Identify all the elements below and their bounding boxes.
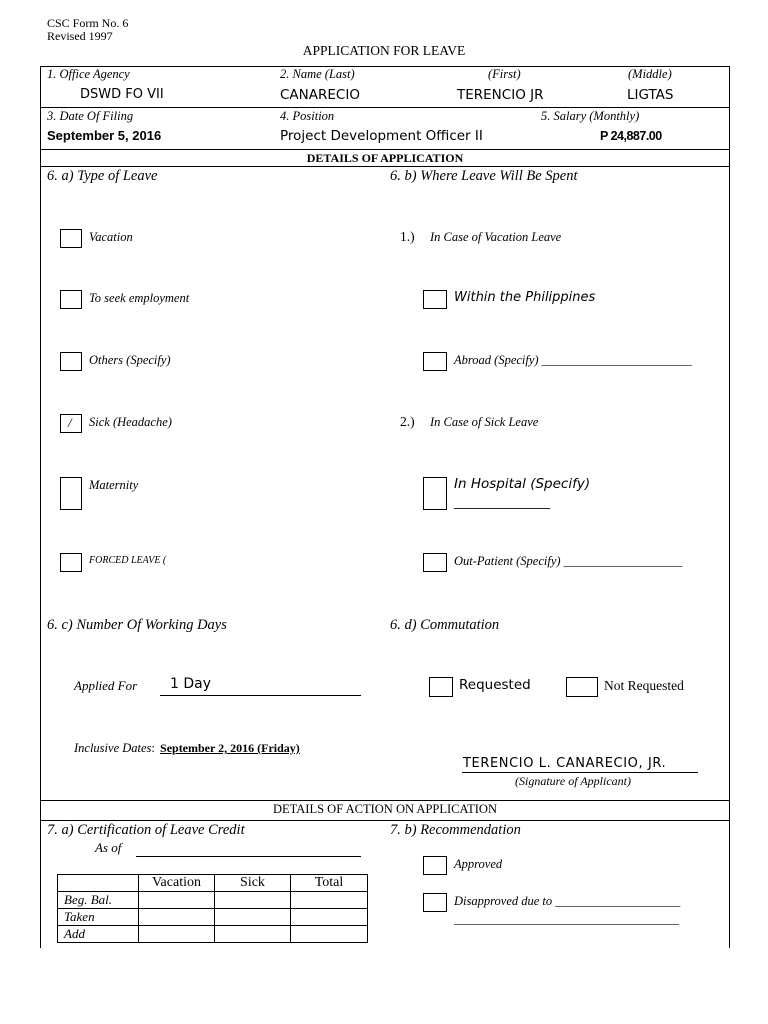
table-cell[interactable] [291, 926, 368, 943]
salary-label: 5. Salary (Monthly) [541, 109, 640, 123]
others-checkbox[interactable] [60, 352, 82, 371]
form-title: APPLICATION FOR LEAVE [302, 43, 466, 58]
row-divider-3 [40, 166, 730, 167]
requested-label: Requested [459, 677, 531, 693]
signature-underline [462, 772, 698, 773]
applied-for-label: Applied For [74, 678, 138, 693]
forced-leave-label: FORCED LEAVE ( [89, 555, 167, 566]
vacation-label: Vacation [89, 230, 133, 244]
inclusive-dates-value[interactable]: September 2, 2016 (Friday) [160, 741, 300, 755]
leave-credit-heading: 7. a) Certification of Leave Credit [47, 822, 245, 838]
maternity-checkbox[interactable] [60, 477, 82, 510]
table-cell[interactable] [139, 909, 215, 926]
sick-checkbox[interactable] [60, 414, 82, 433]
salary-value[interactable]: P 24,887.00 [600, 129, 662, 143]
out-patient-checkbox[interactable] [423, 553, 447, 572]
row-label-beg-bal: Beg. Bal. [58, 892, 139, 909]
name-middle-value[interactable]: LIGTAS [627, 87, 674, 103]
row-divider-5 [40, 820, 730, 821]
recommendation-heading: 7. b) Recommendation [390, 822, 521, 838]
within-philippines-checkbox[interactable] [423, 290, 447, 309]
applied-for-underline [160, 695, 361, 696]
table-header-sick: Sick [215, 875, 291, 892]
out-patient-label: Out-Patient (Specify) ___________________ [454, 554, 683, 568]
sick-case-number: 2.) [400, 414, 415, 429]
table-row [58, 909, 368, 926]
disapproved-label: Disapproved due to ____________________ [454, 894, 681, 908]
in-hospital-line: ________________ [454, 495, 550, 509]
inclusive-dates-label: Inclusive Dates [74, 741, 152, 755]
name-first-label: (First) [488, 67, 521, 81]
position-value[interactable]: Project Development Officer II [280, 128, 483, 144]
abroad-checkbox[interactable] [423, 352, 447, 371]
disapproved-line-2: ____________________________________ [454, 912, 679, 926]
working-days-heading: 6. c) Number Of Working Days [47, 617, 227, 633]
leave-credit-table [57, 874, 368, 943]
sick-case-label: In Case of Sick Leave [430, 415, 539, 429]
position-label: 4. Position [280, 109, 335, 123]
requested-checkbox[interactable] [429, 677, 453, 697]
abroad-label: Abroad (Specify) ________________________ [454, 353, 692, 367]
vacation-case-number: 1.) [400, 229, 415, 244]
approved-checkbox[interactable] [423, 856, 447, 875]
approved-label: Approved [454, 857, 503, 871]
row-divider-4 [40, 800, 730, 801]
row-label-taken: Taken [58, 909, 139, 926]
table-cell[interactable] [139, 926, 215, 943]
table-cell[interactable] [291, 909, 368, 926]
applied-for-value[interactable]: 1 Day [170, 676, 212, 692]
forced-leave-checkbox[interactable] [60, 553, 82, 572]
where-leave-spent-heading: 6. b) Where Leave Will Be Spent [390, 168, 578, 184]
table-cell[interactable] [139, 892, 215, 909]
in-hospital-checkbox[interactable] [423, 477, 447, 510]
table-cell[interactable] [291, 892, 368, 909]
name-middle-label: (Middle) [628, 67, 672, 81]
type-of-leave-heading: 6. a) Type of Leave [47, 168, 158, 184]
table-cell[interactable] [215, 909, 291, 926]
table-header-total: Total [291, 875, 368, 892]
table-header-blank [58, 875, 139, 892]
commutation-heading: 6. d) Commutation [390, 617, 500, 633]
disapproved-checkbox[interactable] [423, 893, 447, 912]
sick-check-mark: / [68, 415, 72, 430]
maternity-label: Maternity [89, 478, 139, 492]
table-header-vacation: Vacation [139, 875, 215, 892]
table-cell[interactable] [215, 892, 291, 909]
as-of-underline[interactable] [136, 856, 361, 857]
sick-label: Sick (Headache) [89, 415, 172, 429]
table-row [58, 926, 368, 943]
in-hospital-label: In Hospital (Specify) [454, 476, 591, 492]
vacation-case-label: In Case of Vacation Leave [430, 230, 562, 244]
form-number: CSC Form No. 6 [47, 16, 129, 30]
date-of-filing-value[interactable]: September 5, 2016 [47, 128, 162, 143]
table-header-row [58, 875, 368, 892]
seek-employment-checkbox[interactable] [60, 290, 82, 309]
frame-top [40, 66, 730, 67]
office-agency-label: 1. Office Agency [47, 67, 130, 81]
date-of-filing-label: 3. Date Of Filing [47, 109, 134, 123]
form-revision: Revised 1997 [47, 29, 113, 43]
others-label: Others (Specify) [89, 353, 171, 367]
name-last-label: 2. Name (Last) [280, 67, 355, 81]
row-divider-2 [40, 149, 730, 150]
inclusive-dates-row: Inclusive Dates: September 2, 2016 (Friday) [74, 741, 300, 755]
applicant-signature-name: TERENCIO L. CANARECIO, JR. [463, 756, 667, 771]
table-row [58, 892, 368, 909]
seek-employment-label: To seek employment [89, 291, 190, 305]
action-heading: DETAILS OF ACTION ON APPLICATION [272, 802, 497, 816]
name-first-value[interactable]: TERENCIO JR [457, 87, 544, 103]
table-cell[interactable] [215, 926, 291, 943]
not-requested-label: Not Requested [604, 678, 684, 693]
not-requested-checkbox[interactable] [566, 677, 598, 697]
details-heading: DETAILS OF APPLICATION [306, 151, 464, 165]
signature-label: (Signature of Applicant) [515, 774, 631, 788]
as-of-label: As of [95, 840, 122, 855]
office-agency-value[interactable]: DSWD FO VII [80, 87, 164, 102]
vacation-checkbox[interactable] [60, 229, 82, 248]
name-last-value[interactable]: CANARECIO [280, 87, 360, 103]
row-label-add: Add [58, 926, 139, 943]
row-divider-1 [40, 107, 730, 108]
within-philippines-label: Within the Philippines [454, 290, 596, 305]
